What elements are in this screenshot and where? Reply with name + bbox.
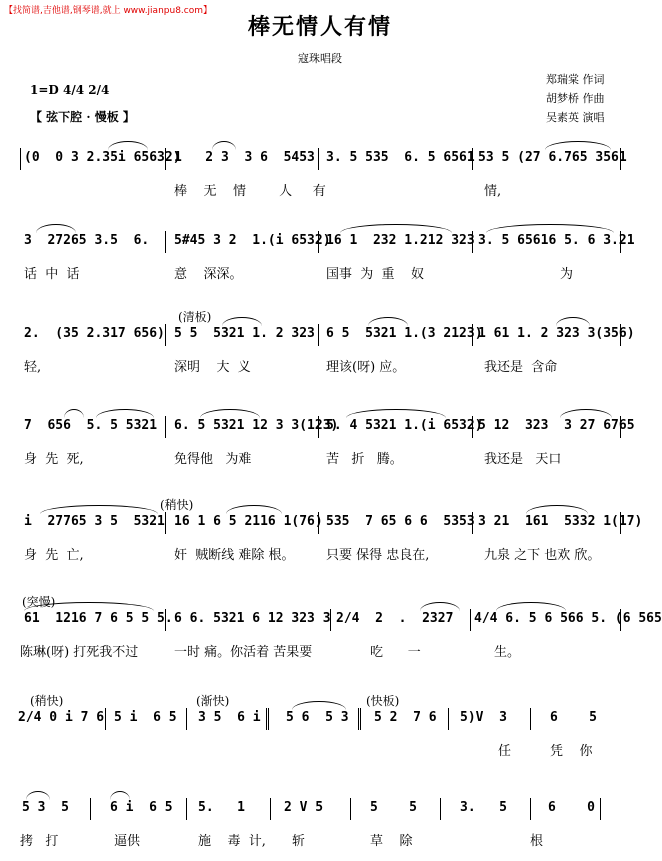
lyric-text: 斩 xyxy=(292,834,306,849)
measure-notes: 6 5 5321 1.(3 2123) xyxy=(326,326,483,341)
lyric-text: 棒 无 情 人 有 xyxy=(174,184,326,199)
measure-notes: 535 7 65 6 6 5353 xyxy=(326,514,475,529)
measure-notes: 5)V 3 xyxy=(460,710,507,725)
lyric-text: 凭 你 xyxy=(550,744,593,759)
measure-notes: 3 5 6 i xyxy=(198,710,261,725)
measure-notes: 5 5 5321 1. 2 323 xyxy=(174,326,315,341)
measure-notes: 2/4 2 . 2327 xyxy=(336,611,454,626)
measure-notes: 16 1 232 1.212 323 xyxy=(326,233,475,248)
page-title: 棒无情人有情 xyxy=(247,14,392,40)
lyric-line xyxy=(0,263,640,281)
lyric-text: 草 除 xyxy=(370,834,413,849)
lyric-text: 深明 大 义 xyxy=(174,360,251,375)
measure-notes: 6 0 xyxy=(548,800,595,815)
lyric-text: 为 xyxy=(560,267,574,282)
measure-notes: 1 2 3 3 6 5453 xyxy=(174,150,315,165)
lyric-line xyxy=(0,830,640,848)
lyric-text: 根 xyxy=(530,834,544,849)
watermark: 【找简谱,吉他谱,钢琴谱,就上 www.jianpu8.com】 xyxy=(4,6,213,16)
credit-performer: 吴素英 演唱 xyxy=(546,111,605,124)
lyric-text: 我还是 含命 xyxy=(484,360,558,375)
lyric-text: 施 毒 计, xyxy=(198,834,266,849)
notation-line xyxy=(0,611,662,629)
score-row xyxy=(0,595,662,671)
measure-notes: 2. (35 2.317 656) xyxy=(24,326,165,341)
measure-notes: 6 5 xyxy=(550,710,597,725)
lyric-text: 一时 痛。你活着 苦果要 xyxy=(174,645,313,660)
lyric-text: 生。 xyxy=(494,645,521,660)
notation-line xyxy=(0,710,640,728)
measure-notes: 5#45 3 2 1.(i 6532) xyxy=(174,233,331,248)
lyric-text: 免得他 为难 xyxy=(174,452,252,467)
measure-notes: 5 3 5 xyxy=(22,800,69,815)
measure-notes: 3. 5 xyxy=(460,800,507,815)
score-row xyxy=(0,498,643,574)
measure-notes: 16 1 6 5 2116 1(76) xyxy=(174,514,323,529)
lyric-line xyxy=(0,356,640,374)
lyric-text: 任 xyxy=(498,744,512,759)
measure-notes: 61 1216 7 6 5 5 5. xyxy=(24,611,173,626)
lyric-text: 身 先 亡, xyxy=(24,548,84,563)
subtitle: 寇珠唱段 xyxy=(298,52,342,65)
lyric-text: 逼供 xyxy=(114,834,141,849)
lyric-text: 苦 折 腾。 xyxy=(326,452,403,467)
measure-notes: 6 6. 5321 6 12 323 3 xyxy=(174,611,331,626)
measure-notes: 5. 1 xyxy=(198,800,245,815)
score-row xyxy=(0,694,640,770)
measure-notes: 53 5 (27 6.765 3561 xyxy=(478,150,627,165)
measure-notes: 7 656 5. 5 5321 xyxy=(24,418,158,433)
lyric-text: 身 先 死, xyxy=(24,452,84,467)
lyric-text: 我还是 天口 xyxy=(484,452,562,467)
measure-notes: 2 V 5 xyxy=(284,800,324,815)
lyric-text: 只要 保得 忠良在, xyxy=(326,548,430,563)
notation-line xyxy=(0,326,640,344)
lyric-line xyxy=(0,180,640,198)
credit-lyricist: 郑瑞棠 作词 xyxy=(546,73,605,86)
lyric-text: 轻, xyxy=(24,360,42,375)
measure-notes: 5 5 xyxy=(370,800,417,815)
lyric-line xyxy=(0,641,640,659)
measure-notes: 1 61 1. 2 323 3(356) xyxy=(478,326,635,341)
score-row xyxy=(0,418,640,478)
tempo-annotation: (清板) xyxy=(178,310,212,324)
key-signature: 1=D 4/4 2/4 xyxy=(30,83,110,97)
lyric-text: 情, xyxy=(484,184,502,199)
notation-line xyxy=(0,418,640,436)
lyric-text: 陈琳(呀) 打死我不过 xyxy=(20,645,139,660)
lyric-text: 国事 为 重 奴 xyxy=(326,267,425,282)
measure-notes: 3. 5 535 6. 5 6561 xyxy=(326,150,475,165)
lyric-text: 理该(呀) 应。 xyxy=(326,360,406,375)
measure-notes: 4/4 6. 5 6 566 5. (6 565 xyxy=(474,611,662,626)
credits xyxy=(546,70,605,127)
tempo-marking: 【 弦下腔 · 慢板 】 xyxy=(30,110,135,124)
score-row xyxy=(0,310,640,386)
lyric-text: 话 中 话 xyxy=(24,267,80,282)
measure-notes: 5 i 6 5 xyxy=(114,710,177,725)
notation-line xyxy=(0,233,640,251)
lyric-line xyxy=(0,448,640,466)
score-row xyxy=(0,233,640,293)
notation-line xyxy=(0,800,640,818)
measure-notes: 5 2 7 6 xyxy=(374,710,437,725)
measure-notes: 5 6 5 3 xyxy=(286,710,349,725)
lyric-text: 意 深深。 xyxy=(174,267,243,282)
measure-notes: 2/4 0 i 7 6 xyxy=(18,710,105,725)
tempo-annotation: (快板) xyxy=(366,694,400,708)
tempo-annotation: (稍快) xyxy=(160,498,194,512)
measure-notes: 6. 5 5321 12 3 3(123) xyxy=(174,418,339,433)
measure-notes: 3 27265 3.5 6. xyxy=(24,233,150,248)
lyric-text: 九泉 之下 也欢 欣。 xyxy=(484,548,601,563)
measure-notes: 3. 5 65616 5. 6 3.21 xyxy=(478,233,635,248)
score-row xyxy=(0,800,640,860)
lyric-line xyxy=(0,740,640,758)
measure-notes: 6 i 6 5 xyxy=(110,800,173,815)
notation-line xyxy=(0,150,640,168)
credit-composer: 胡梦桥 作曲 xyxy=(546,92,605,105)
lyric-text: 奸 贼断线 难除 根。 xyxy=(174,548,295,563)
measure-notes: 3 21 161 5332 1(17) xyxy=(478,514,643,529)
tempo-annotation: (渐快) xyxy=(196,694,230,708)
lyric-text: 吃 一 xyxy=(370,645,421,660)
measure-notes: 5. 4 5321 1.(i 6532) xyxy=(326,418,483,433)
tempo-annotation: (突慢) xyxy=(22,595,56,609)
lyric-line xyxy=(0,544,640,562)
lyric-text: 拷 打 xyxy=(20,834,59,849)
measure-notes: 5 12 323 3 27 6765 xyxy=(478,418,635,433)
notation-line xyxy=(0,514,643,532)
tempo-annotation: (稍快) xyxy=(30,694,64,708)
measure-notes: i 27765 3 5 5321 xyxy=(24,514,165,529)
measure-notes: (0 0 3 2.35i 65632) xyxy=(24,150,181,165)
score-row xyxy=(0,150,640,210)
